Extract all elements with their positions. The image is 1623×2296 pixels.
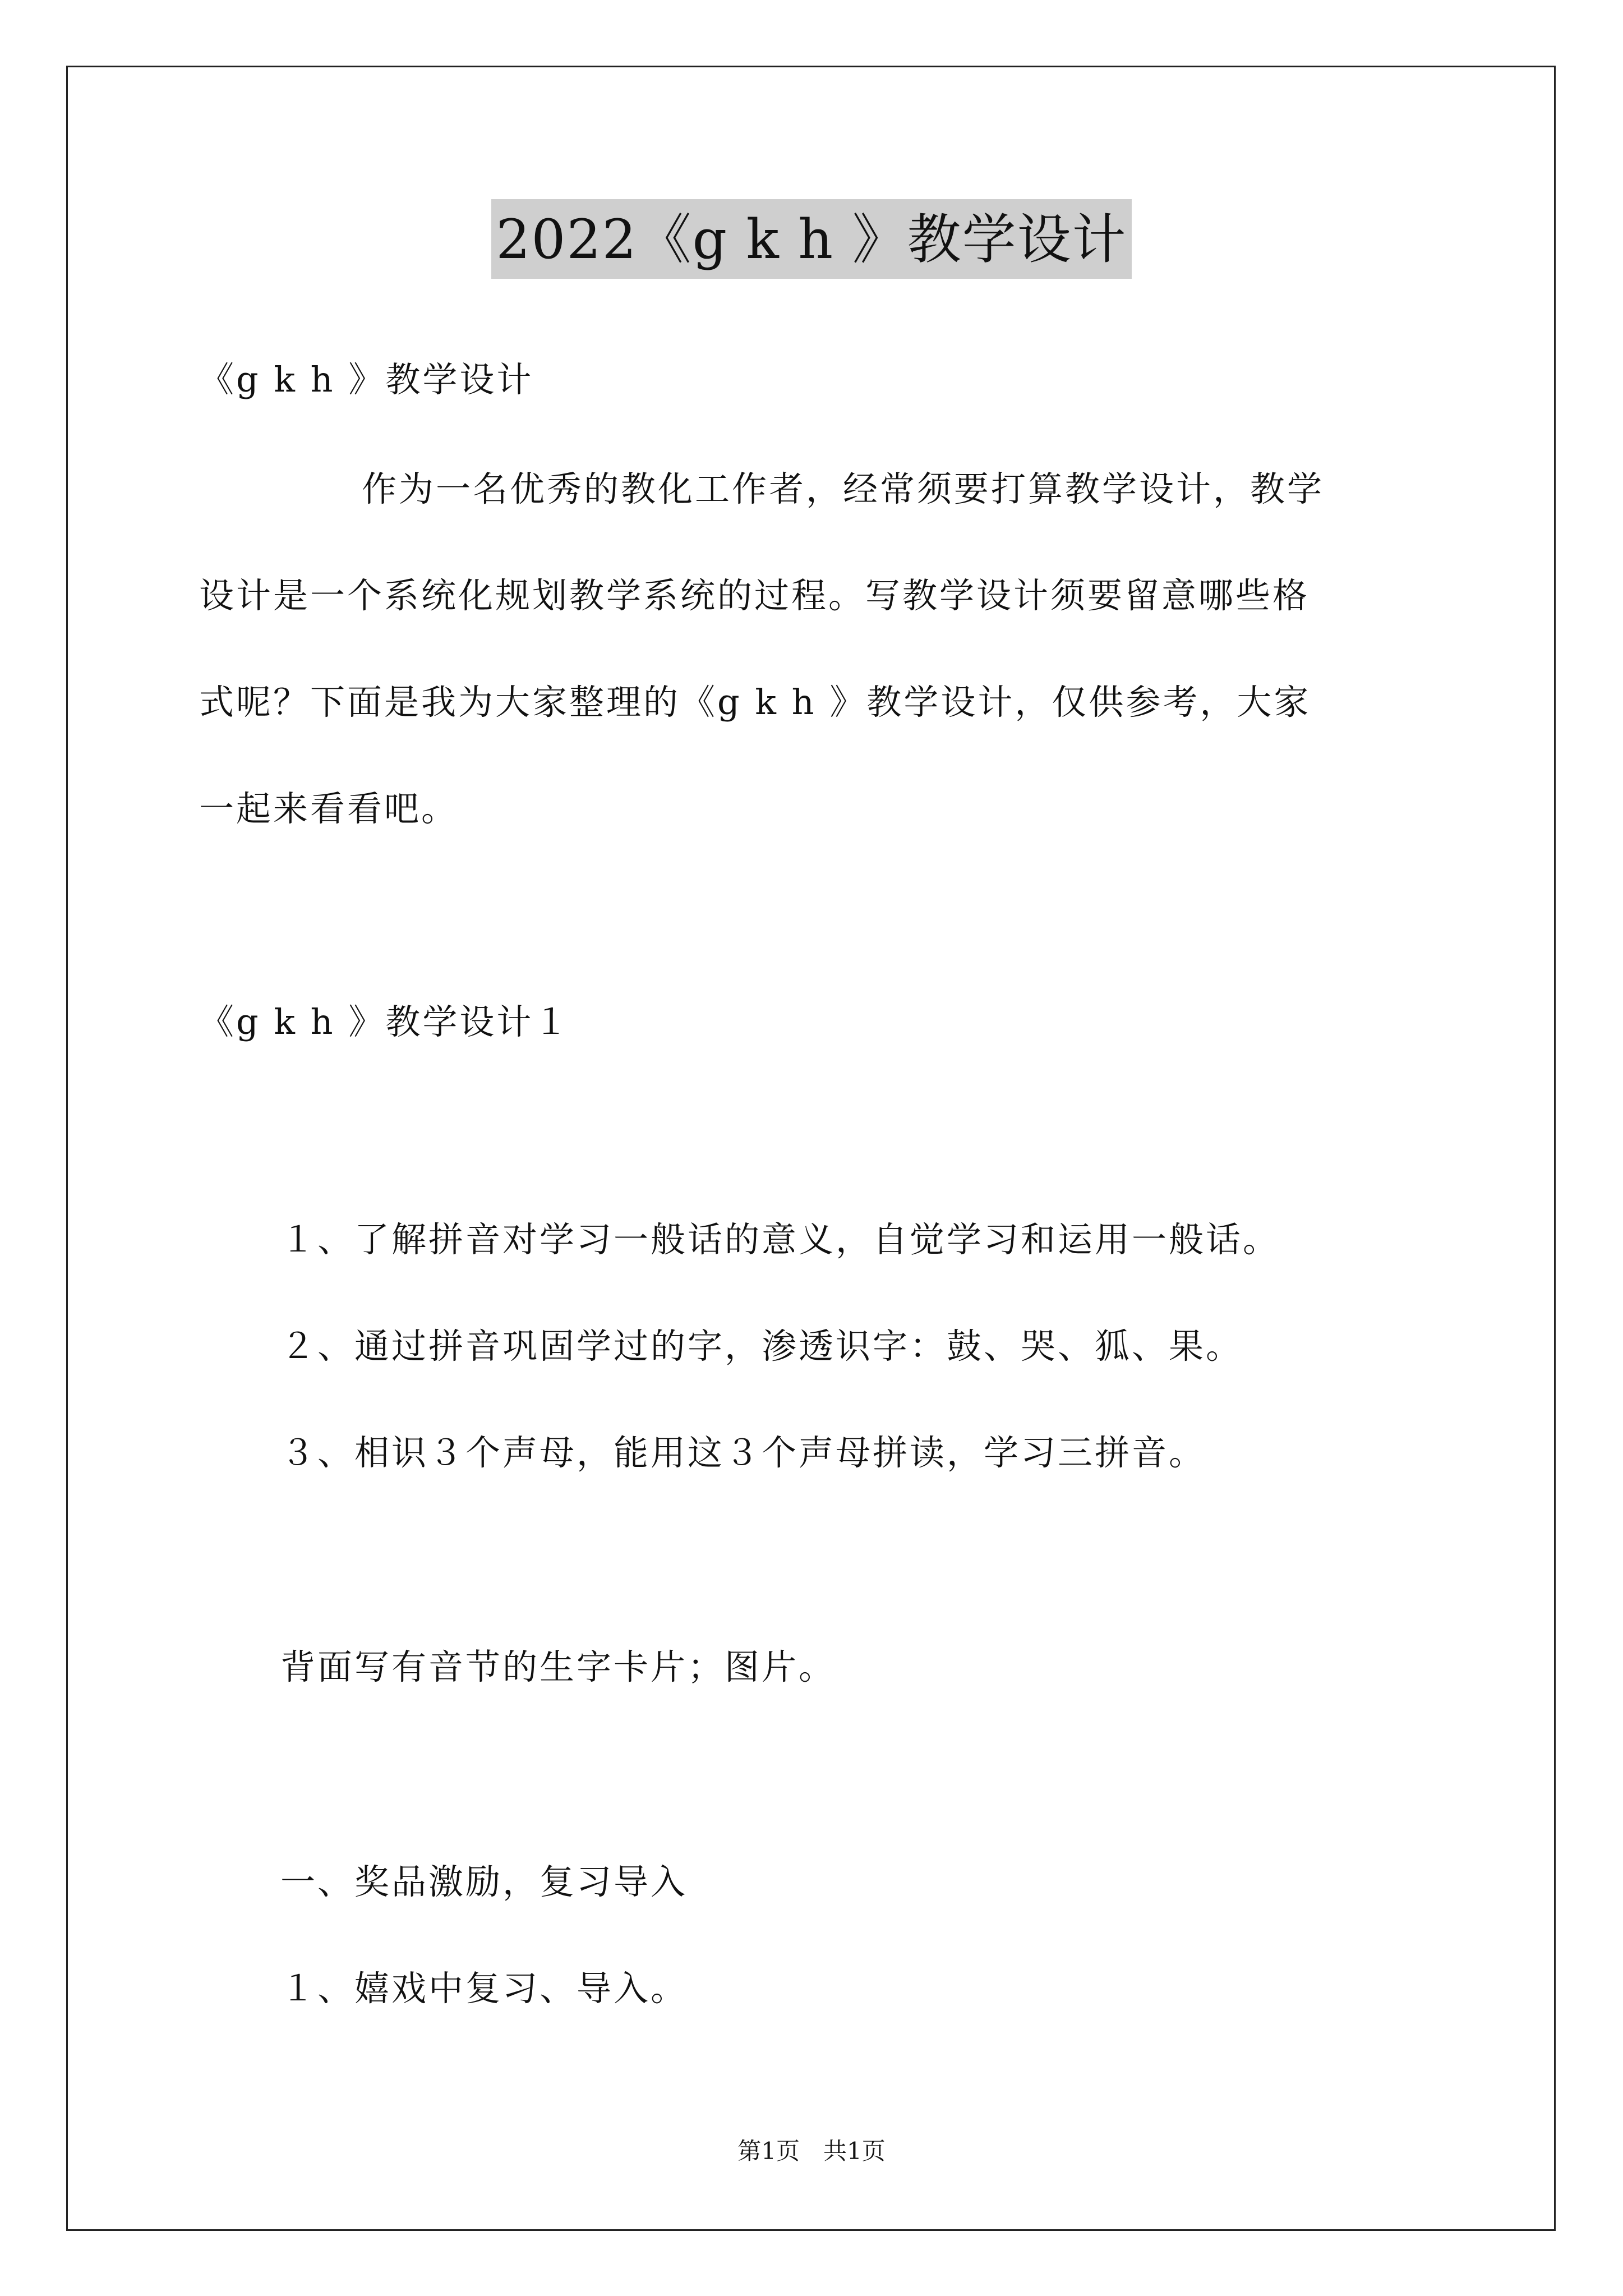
step-item-1: １、嬉戏中复习、导入。: [280, 1968, 688, 2009]
objective-2: ２、通过拼音巩固学过的字，渗透识字：鼓、哭、狐、果。: [280, 1326, 1243, 1366]
materials-line: 背面写有音节的生字卡片；图片。: [280, 1646, 836, 1687]
intro-line-1: 作为一名优秀的教化工作者，经常须要打算教学设计，教学: [362, 468, 1325, 509]
objective-1: １、了解拼音对学习一般话的意义，自觉学习和运用一般话。: [280, 1219, 1280, 1260]
section-heading: 《g k h 》教学设计１: [199, 1001, 571, 1042]
title-container: [0, 199, 1623, 279]
document-title: 2022《g k h 》教学设计: [491, 199, 1131, 279]
document-subtitle: 《g k h 》教学设计: [199, 359, 534, 400]
step-heading: 一、奖品激励，复习导入: [280, 1861, 688, 1902]
objective-3: ３、相识３个声母，能用这３个声母拼读，学习三拼音。: [280, 1432, 1206, 1473]
intro-line-2: 设计是一个系统化规划教学系统的过程。写教学设计须要留意哪些格: [199, 575, 1310, 616]
intro-line-3: 式呢？下面是我为大家整理的《g k h 》教学设计，仅供参考，大家: [199, 682, 1311, 723]
page-footer: 第1页 共1页: [737, 2137, 886, 2165]
intro-line-4: 一起来看看吧。: [199, 788, 459, 829]
